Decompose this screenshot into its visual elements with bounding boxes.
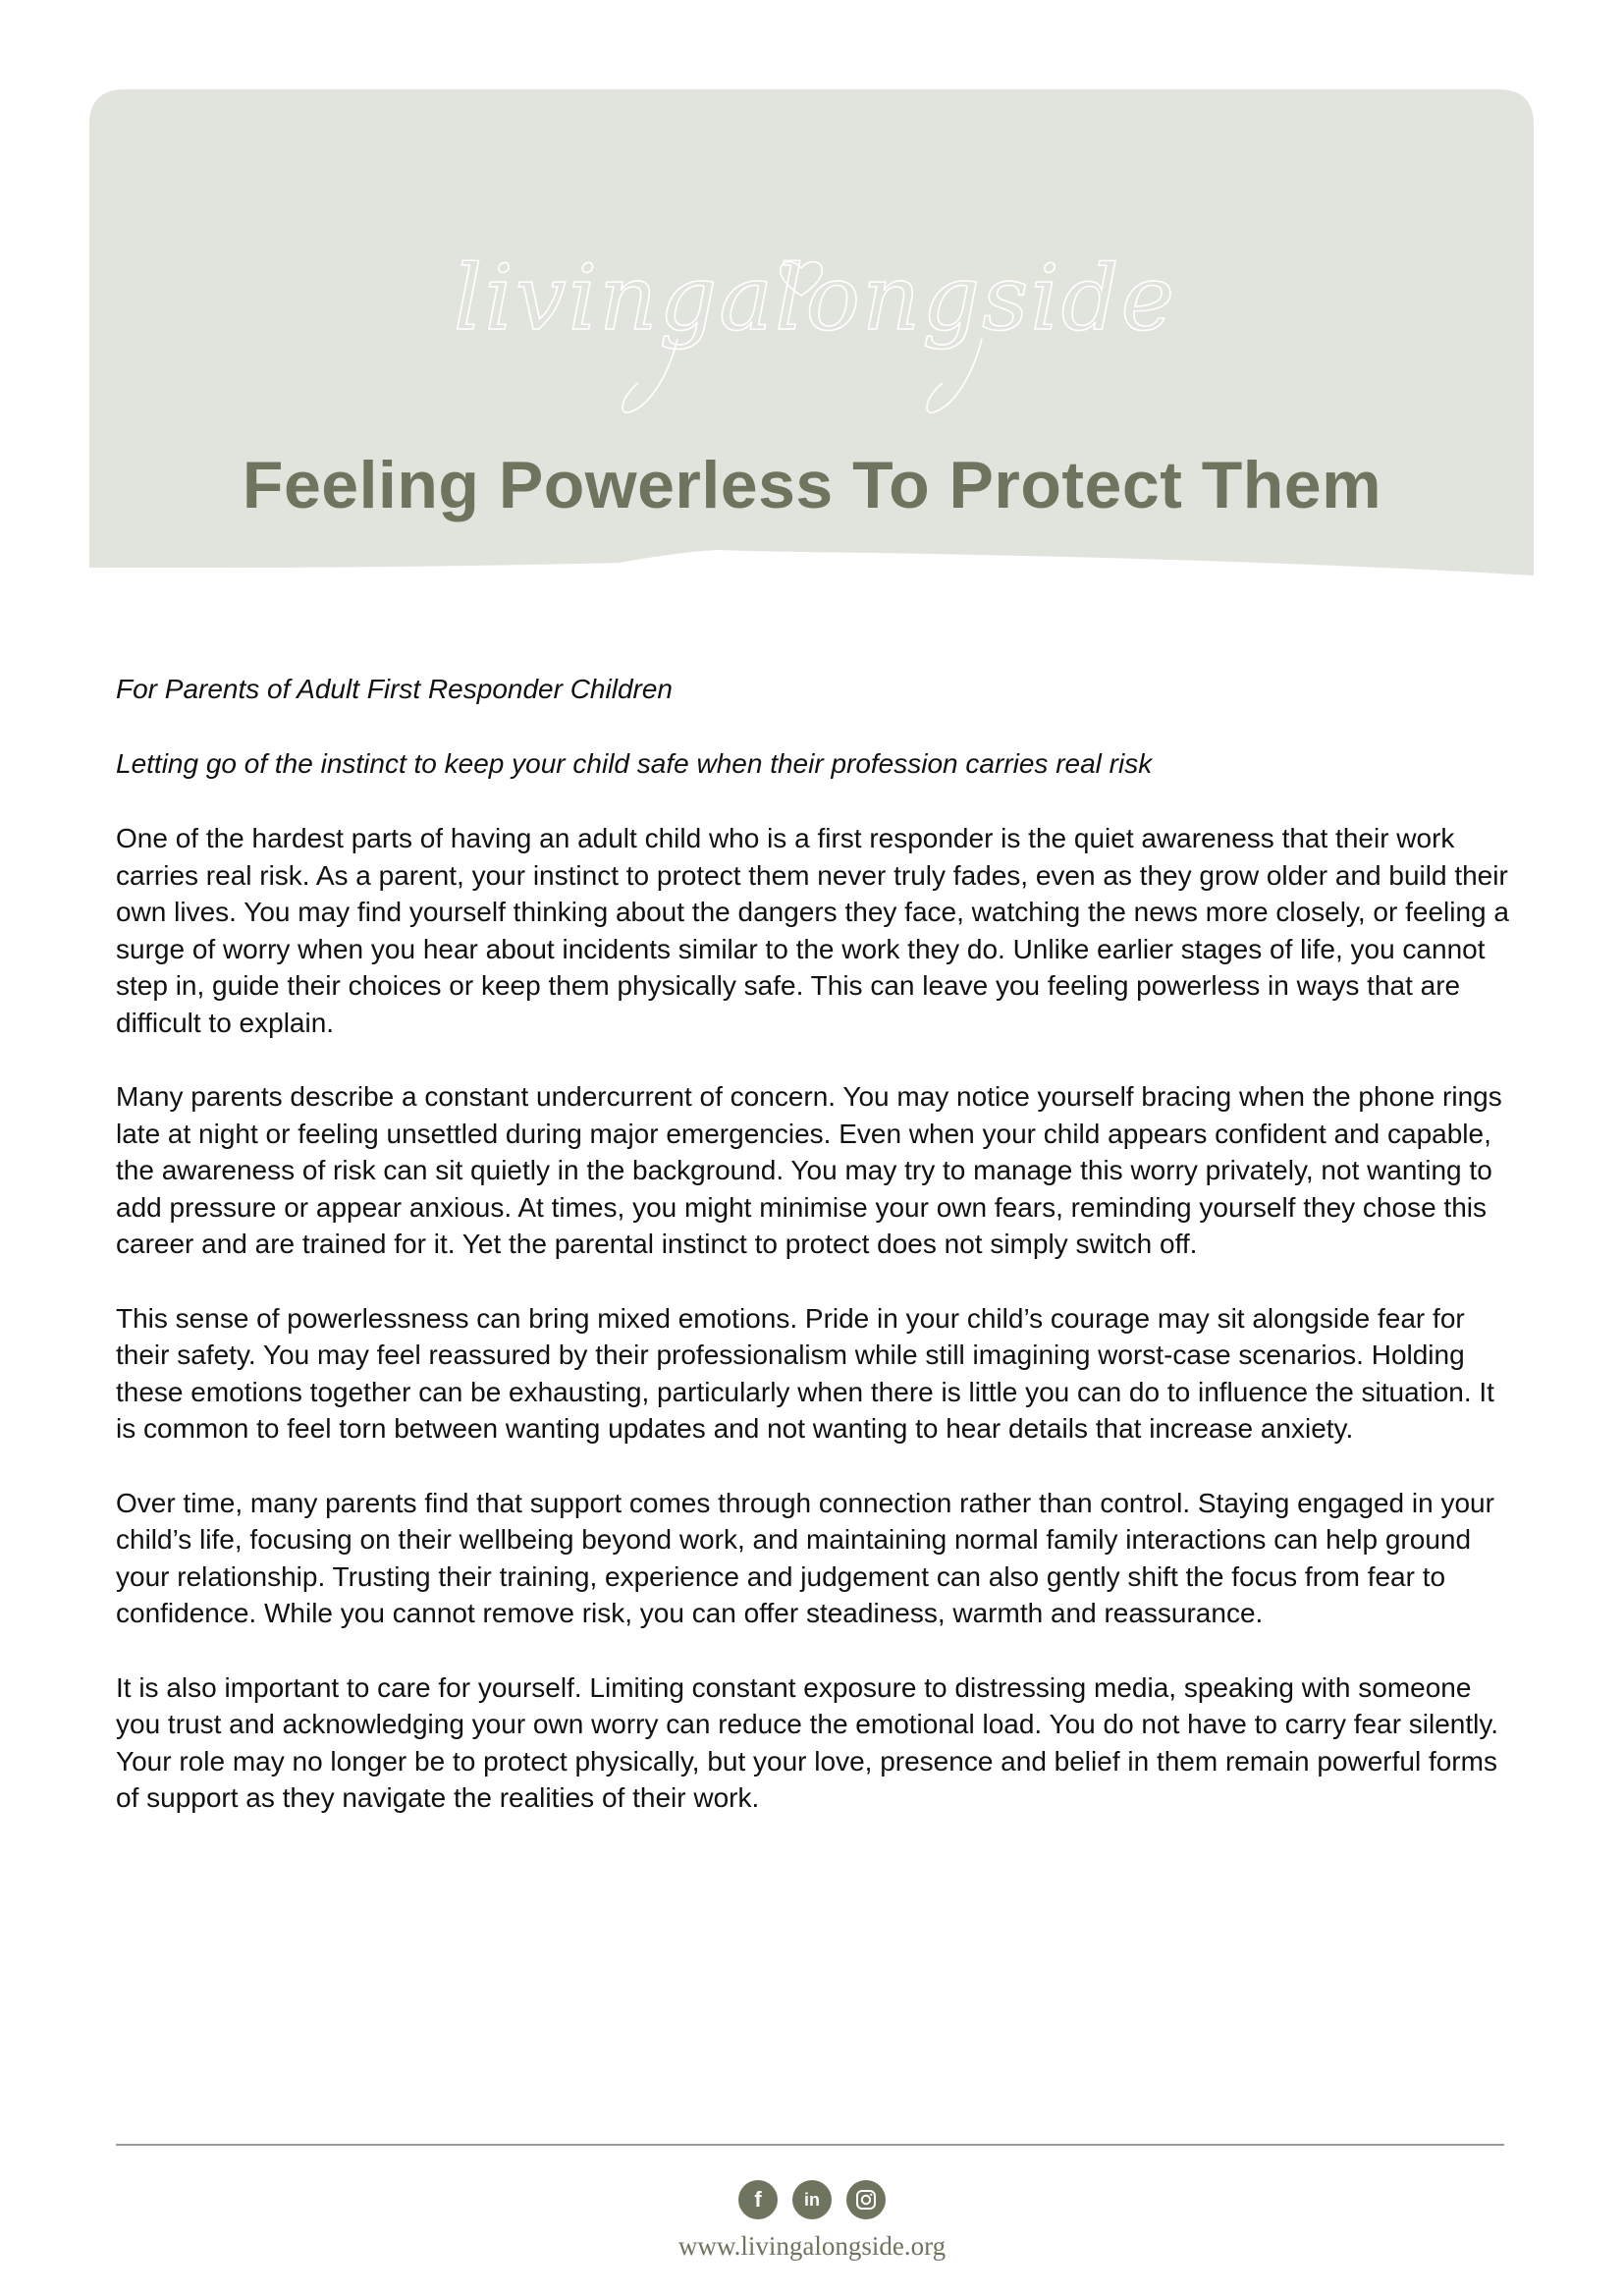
brand-logo-text: livingalongside xyxy=(453,246,1177,351)
footer-divider xyxy=(116,2144,1504,2146)
article-body xyxy=(116,671,1510,1854)
linkedin-label: in xyxy=(804,2189,820,2210)
facebook-label: f xyxy=(754,2187,762,2212)
social-links xyxy=(0,2180,1624,2219)
brand-logo xyxy=(432,221,1198,427)
audience-line: For Parents of Adult First Responder Children xyxy=(116,674,673,704)
paragraph: Over time, many parents find that support comes through connection rather than control. Staying engaged in your child’s life, focusing on their wellbeing beyond work, and maintaining normal family interactions can help ground your relationship. Trusting their training, experience and judgement can also gently shift the focus from fear to confidence. While you cannot remove risk, you can offer steadiness, warmth and reassurance. xyxy=(116,1487,1494,1628)
linkedin-icon[interactable] xyxy=(792,2180,832,2219)
instagram-glyph xyxy=(855,2189,877,2211)
page-title: Feeling Powerless To Protect Them xyxy=(242,448,1382,522)
website-link[interactable]: www.livingalongside.org xyxy=(677,2231,947,2261)
paragraph: One of the hardest parts of having an adult child who is a first responder is the quiet awareness that their work carries real risk. As a parent, your instinct to protect them never truly fades, even as they grow older and build their own lives. You may find yourself thinking about the dangers they face, watching the news more closely, or feeling a surge of worry when you hear about incidents similar to the work they do. Unlike earlier stages of life, you cannot step in, guide their choices or keep them physically safe. This can leave you feeling powerless in ways that are difficult to explain. xyxy=(116,823,1509,1038)
paragraph: It is also important to care for yourself. Limiting constant exposure to distressing media, speaking with someone you trust and acknowledging your own worry can reduce the emotional load. You do not have to carry fear silently. Your role may no longer be to protect physically, but your love, presence and belief in them remain powerful forms of support as they navigate the realities of their work. xyxy=(116,1671,1499,1813)
paragraph: This sense of powerlessness can bring mixed emotions. Pride in your child’s courage may sit alongside fear for their safety. You may feel reassured by their professionalism while still imagining worst-case scenarios. Holding these emotions together can be exhausting, particularly when there is little you can do to influence the situation. It is common to feel torn between wanting updates and not wanting to hear details that increase anxiety. xyxy=(116,1302,1494,1444)
paragraph: Many parents describe a constant undercurrent of concern. You may notice yourself bracing when the phone rings late at night or feeling unsettled during major emergencies. Even when your child appears confident and capable, the awareness of risk can sit quietly in the background. You may try to manage this worry privately, not wanting to add pressure or appear anxious. At times, you might minimise your own fears, reminding yourself they chose this career and are trained for it. Yet the parental instinct to protect does not simply switch off. xyxy=(116,1081,1502,1259)
instagram-icon[interactable] xyxy=(846,2180,886,2219)
tagline: Letting go of the instinct to keep your child safe when their profession carries real risk xyxy=(116,748,1153,779)
facebook-icon[interactable] xyxy=(738,2180,778,2219)
